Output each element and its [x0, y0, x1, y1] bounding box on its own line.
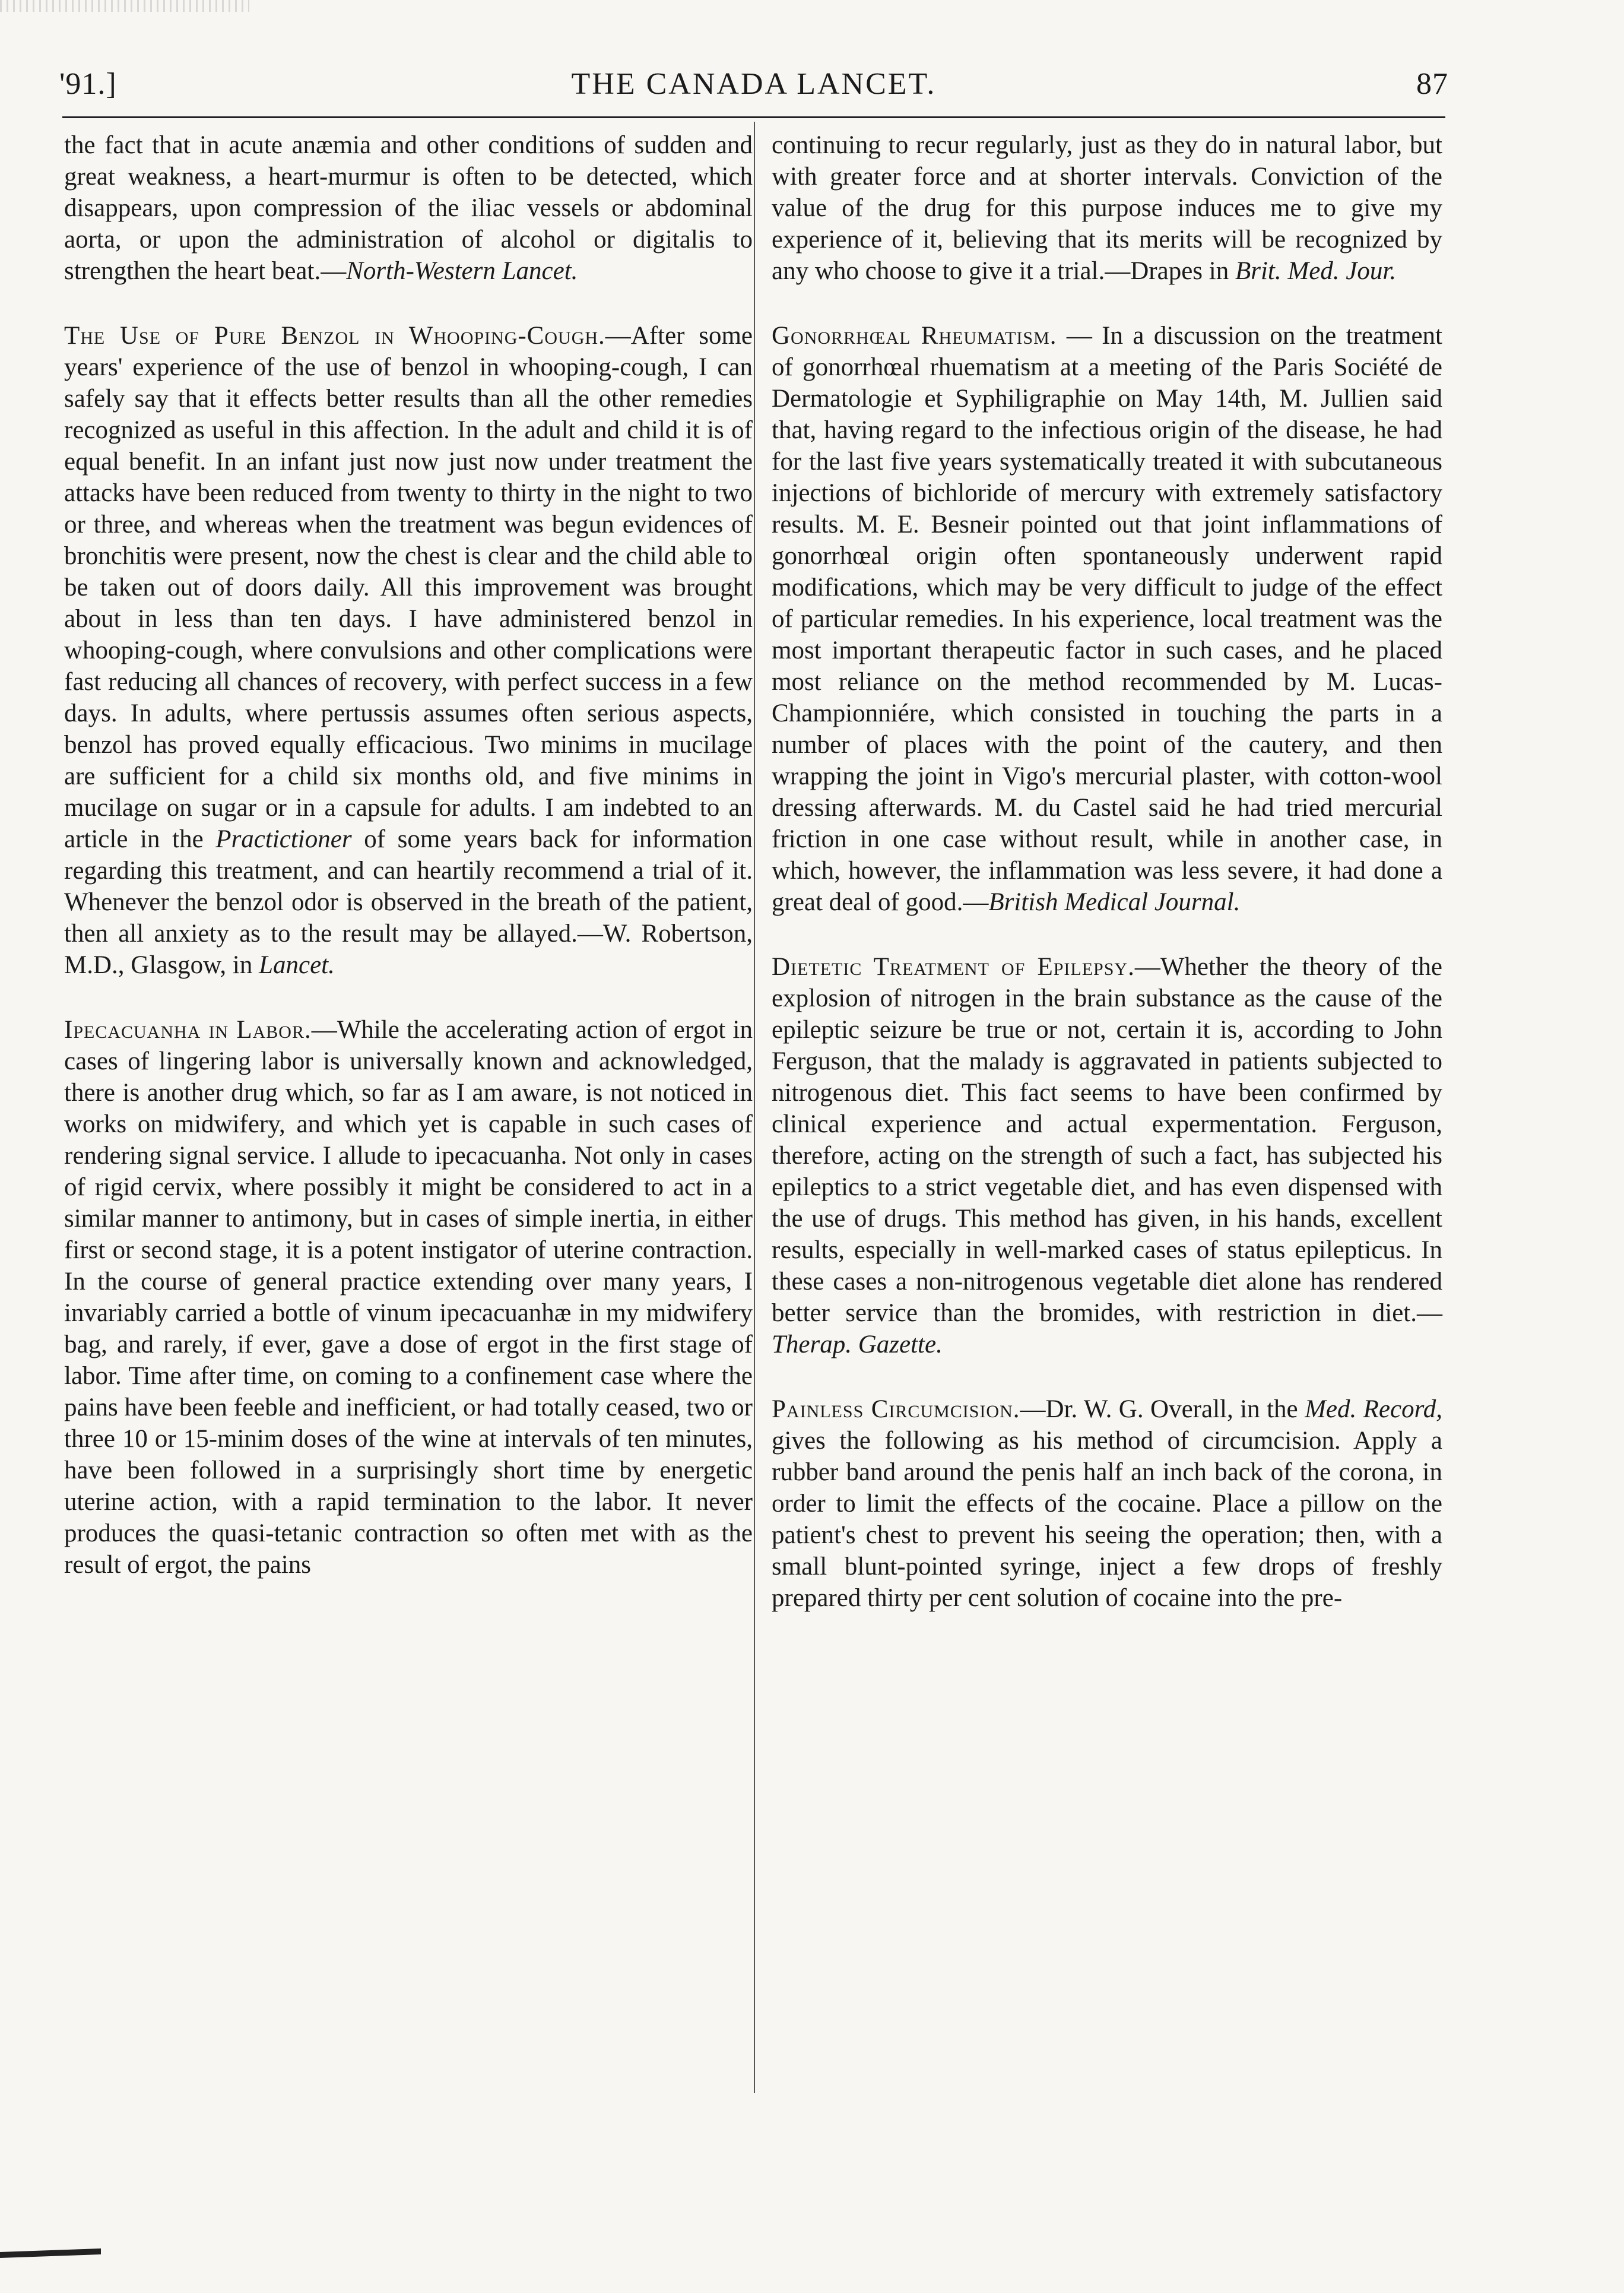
- page-header: [59, 66, 1448, 108]
- article-dietetic-epilepsy: [772, 951, 1442, 1360]
- article-title: Ipecacuanha in Labor.: [64, 1016, 312, 1044]
- article-body-continued: gives the following as his method of circumcision. Apply a rubber band around the penis half an inch back of the corona, in order to limit the effects of the cocaine. Place a pillow on the patient's chest to prevent his seeing the operation; then, with a small blunt-pointed syringe, inject a few drops of freshly prepared thirty per cent solution of cocaine into the pre-: [772, 1427, 1442, 1612]
- header-rule: [62, 116, 1445, 118]
- continuation-text: continuing to recur regularly, just as they do in natural labor, but with greater force and at shorter intervals. Conviction of the value of the drug for this purpose induces me to give my experience of it, believing that its merits will be recognized by any who choose to give it a trial.—Drapes in: [772, 131, 1442, 285]
- article-title: Dietetic Treatment of Epilepsy.: [772, 953, 1135, 981]
- article-source: Therap. Gazette.: [772, 1331, 943, 1358]
- article-source: North-Western Lancet.: [346, 257, 578, 285]
- article-source: British Medical Journal.: [988, 888, 1241, 916]
- article-italic-ref: Med. Record,: [1305, 1395, 1442, 1423]
- article-painless-circumcision: [772, 1393, 1442, 1614]
- article-source: Lancet.: [259, 951, 335, 979]
- article-benzol: [64, 320, 753, 981]
- scan-speckle: [0, 0, 249, 12]
- continuation-paragraph: [772, 129, 1442, 287]
- volume-year: '91.]: [59, 67, 117, 101]
- article-body: — In a discussion on the treatment of gonorrhœal rhuematism at a meeting of the Paris Société de Dermatologie et Syphiligraphie on May 14th, M. Jullien said that, having regard to the infectious origin of the disease, he had for the last five years systematically treated it with subcutaneous injections of bichloride of mercury with extremely satisfactory results. M. E. Besneir pointed out that joint inflammations of gonorrhœal origin often spontaneously underwent rapid modifications, which may be very difficult to judge of the effect of particular remedies. In his experience, local treatment was the most important therapeutic factor in such cases, and he placed most reliance on the method recommended by M. Lucas-Championniére, which consisted in touching the parts in a number of places with the point of the cautery, and then wrapping the joint in Vigo's mercurial plaster, with cotton-wool dressing afterwards. M. du Castel said he had tried mercurial friction in one case without result, while in another case, in which, however, the inflammation was less severe, it had done a great deal of good.—: [772, 322, 1442, 916]
- right-column: [772, 129, 1442, 1647]
- scan-corner-mark: [0, 2248, 101, 2258]
- article-italic-ref: Practictioner: [215, 825, 352, 853]
- left-column: [64, 129, 753, 1614]
- article-title: Gonorrhœal Rheumatism.: [772, 322, 1057, 350]
- journal-title: THE CANADA LANCET.: [571, 67, 937, 101]
- page-number: 87: [1416, 67, 1448, 101]
- article-body: —While the accelerating action of ergot in cases of lingering labor is universally known and acknowledged, there is another drug which, so far as I am aware, is not noticed in works on midwifery, and which yet is capable in such cases of rendering signal service. I allude to ipecacuanha. Not only in cases of rigid cervix, where possibly it might be considered to act in a similar manner to antimony, but in cases of simple inertia, in either first or second stage, it is a potent instigator of uterine contraction. In the course of general practice extending over many years, I invariably carried a bottle of vinum ipecacuanhæ in my midwifery bag, and rarely, if ever, gave a dose of ergot in the first stage of labor. Time after time, on coming to a confinement case where the pains have been feeble and inefficient, or had totally ceased, two or three 10 or 15-minim doses of the wine at intervals of ten minutes, have been followed in a surprisingly short time by energetic uterine action, with a rapid termination to the labor. It never produces the quasi-tetanic contraction so often met with as the result of ergot, the pains: [64, 1016, 753, 1579]
- continuation-text: the fact that in acute anæmia and other conditions of sudden and great weakness, a heart-murmur is often to be detected, which disappears, upon compression of the iliac vessels or abdominal aorta, or upon the administration of alcohol or digitalis to strengthen the heart beat.—: [64, 131, 753, 285]
- article-ipecacuanha: [64, 1014, 753, 1581]
- article-source: Brit. Med. Jour.: [1235, 257, 1397, 285]
- column-divider: [754, 122, 755, 2093]
- article-body: —Whether the theory of the explosion of nitrogen in the brain substance as the cause of the epileptic seizure be true or not, certain it is, according to John Ferguson, that the malady is aggravated in patients subjected to nitrogenous diet. This fact seems to have been confirmed by clinical experience and actual expermentation. Ferguson, therefore, acting on the strength of such a fact, has subjected his epileptics to a strict vegetable diet, and has even dispensed with the use of drugs. This method has given, in his hands, excellent results, especially in well-marked cases of status epilepticus. In these cases a non-nitrogenous vegetable diet alone has rendered better service than the bromides, with restriction in diet.—: [772, 953, 1442, 1327]
- continuation-paragraph: [64, 129, 753, 287]
- article-title: The Use of Pure Benzol in Whooping-Cough.: [64, 322, 605, 350]
- article-body: —After some years' experience of the use of benzol in whooping-cough, I can safely say that it effects better results than all the other remedies recognized as useful in this affection. In the adult and child it is of equal benefit. In an infant just now just now under treatment the attacks have been reduced from twenty to thirty in the night to two or three, and whereas when the treatment was begun evidences of bronchitis were present, now the chest is clear and the child able to be taken out of doors daily. All this improvement was brought about in less than ten days. I have administered benzol in whooping-cough, where convulsions and other complications were fast reducing all chances of recovery, with perfect success in a few days. In adults, where pertussis assumes often serious aspects, benzol has proved equally efficacious. Two minims in mucilage are sufficient for a child six months old, and five minims in mucilage on sugar or in a capsule for adults. I am indebted to an article in the: [64, 322, 753, 853]
- article-gonorrhoeal-rheumatism: [772, 320, 1442, 918]
- article-title: Painless Circumcision.: [772, 1395, 1020, 1423]
- article-body-continued: of some years back for information regarding this treatment, and can heartily recommend a trial of it. Whenever the benzol odor is observed in the breath of the patient, then all anxiety as to the result may be allayed.—W. Robertson, M.D., Glasgow, in: [64, 825, 753, 979]
- article-body: —Dr. W. G. Overall, in the: [1020, 1395, 1298, 1423]
